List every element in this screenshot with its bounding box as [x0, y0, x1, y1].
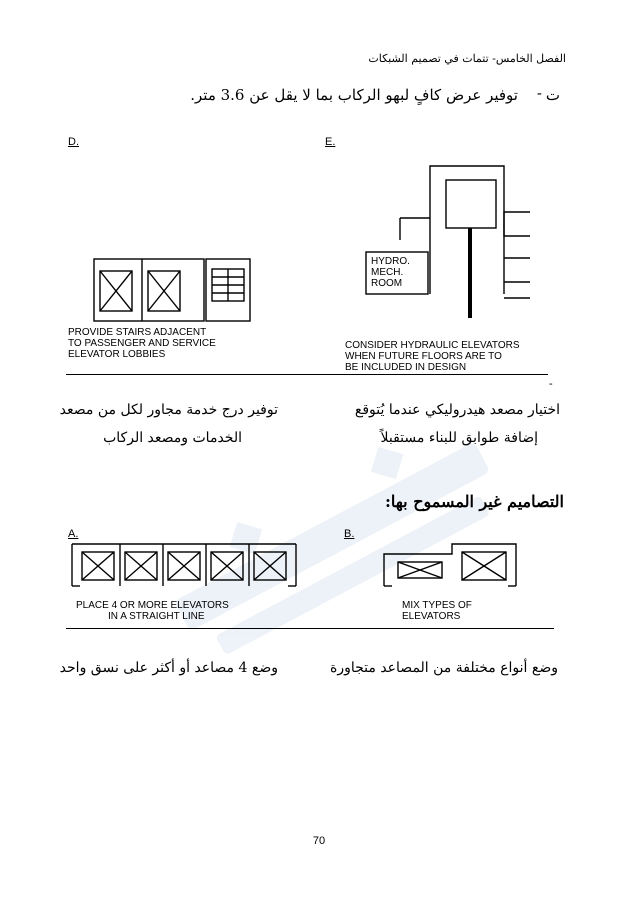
intro-text: توفير عرض كافٍ لبهو الركاب بما لا يقل عن 3.6 متر.	[190, 86, 518, 104]
mech-room-label-line: MECH.	[371, 267, 404, 278]
mech-room-label-line: HYDRO.	[371, 256, 410, 267]
figure-d-arabic-line: الخدمات ومصعد الركاب	[103, 430, 242, 446]
figure-b-arabic: وضع أنواع مختلفة من المصاعد متجاورة	[330, 660, 558, 676]
figure-e-label: E.	[325, 136, 336, 148]
figure-a-caption	[76, 600, 276, 622]
figure-d-drawing	[90, 255, 260, 325]
figure-e-caption-line: BE INCLUDED IN DESIGN	[345, 362, 467, 373]
figure-e-caption-line: WHEN FUTURE FLOORS ARE TO	[345, 351, 502, 362]
mech-room-label	[371, 256, 410, 289]
figure-e-arabic-line: إضافة طوابق للبناء مستقبلاً	[380, 430, 538, 446]
figure-a-caption-line: PLACE 4 OR MORE ELEVATORS	[76, 600, 229, 611]
figure-b-drawing	[382, 540, 522, 590]
figure-a-drawing	[70, 540, 300, 590]
intro-item-dash: -	[536, 84, 542, 102]
figure-b-caption-line: ELEVATORS	[402, 611, 461, 622]
divider-rule	[66, 374, 548, 375]
separator-dash: -	[549, 378, 553, 390]
figure-d-caption-line: ELEVATOR LOBBIES	[68, 349, 166, 360]
figure-e-caption	[345, 340, 519, 373]
figure-b-caption	[402, 600, 472, 622]
figure-e-arabic-line: اختيار مصعد هيدروليكي عندما يُتوقع	[354, 402, 560, 418]
figure-d-arabic-line: توفير درج خدمة مجاور لكل من مصعد	[59, 402, 278, 418]
chapter-header: الفصل الخامس- تتمات في تصميم الشبكات	[368, 52, 566, 65]
figure-b-label: B.	[344, 528, 355, 540]
mech-room-label-line: ROOM	[371, 278, 403, 289]
figure-e-drawing	[360, 158, 540, 338]
figure-d-caption-line: TO PASSENGER AND SERVICE	[68, 338, 216, 349]
figure-d-label: D.	[68, 136, 79, 148]
intro-item-letter: ت	[545, 86, 560, 104]
page-number: 70	[312, 835, 326, 847]
figure-a-caption-line: IN A STRAIGHT LINE	[108, 611, 205, 622]
figure-d-caption	[68, 327, 216, 360]
figure-e-caption-line: CONSIDER HYDRAULIC ELEVATORS	[345, 340, 520, 351]
figure-b-caption-line: MIX TYPES OF	[402, 600, 472, 611]
figure-d-caption-line: PROVIDE STAIRS ADJACENT	[68, 327, 207, 338]
figure-a-label: A.	[68, 528, 79, 540]
figure-a-arabic: وضع 4 مصاعد أو أكثر على نسق واحد	[59, 660, 278, 676]
divider-rule-lower	[66, 628, 554, 629]
section-title: التصاميم غير المسموح بها:	[385, 492, 564, 511]
